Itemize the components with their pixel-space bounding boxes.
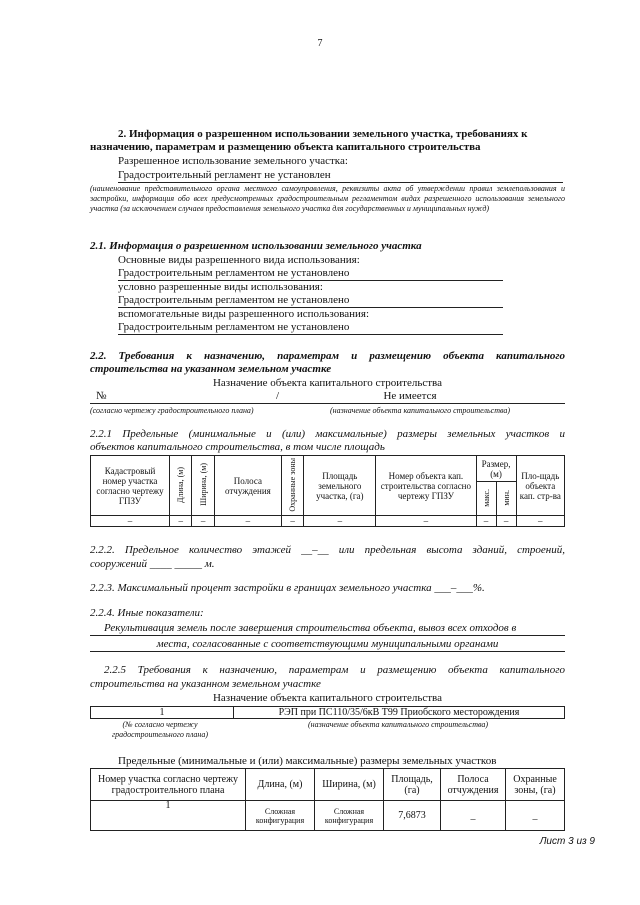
header-object-area: Пло-щадь объекта кап. стр-ва	[516, 456, 564, 516]
parameters-table	[90, 455, 565, 527]
sheet-counter: Лист 3 из 9	[539, 836, 595, 847]
main-uses-value: Градостроительным регламентом не установлено	[118, 267, 503, 281]
sizes-header-number: Номер участка согласно чертежу градостроительного плана	[91, 769, 246, 801]
sizes-cell-length: Сложная конфигурация	[246, 801, 315, 831]
cell-strip: –	[214, 516, 281, 527]
permitted-use-label: Разрешенное использование земельного участка:	[118, 155, 348, 167]
sec222-text-line2: сооружений ____ _____ м.	[90, 558, 215, 570]
sec224-label: 2.2.4. Иные показатели:	[90, 607, 204, 619]
permitted-use-note: (наименование представительного органа местного самоуправления, реквизиты акта об утверждении правил землепользования и застройки, информация обо всех предусмотренных градостроительным регламентом видах разрешенного использования земельного участка (за исключением случаев предоставления земельного участка для государственных и муниципальных нужд)	[90, 184, 565, 213]
sec222-text-line1: 2.2.2. Предельное количество этажей __–__ или предельная высота зданий, строений,	[90, 544, 565, 556]
cell-length: –	[170, 516, 192, 527]
auxiliary-uses-label: вспомогательные виды разрешенного использования:	[118, 308, 370, 320]
sec225-text-line1: 2.2.5 Требования к назначению, параметрам и размещению объекта капитального	[104, 664, 565, 676]
sizes-table	[90, 768, 565, 831]
sec225-purpose-title: Назначение объекта капитального строительства	[212, 692, 442, 704]
cell-size-max: –	[476, 516, 496, 527]
sec22-purpose-line	[90, 403, 565, 404]
sizes-title: Предельные (минимальные и (или) максимальные) размеры земельных участков	[118, 755, 497, 767]
cell-width: –	[192, 516, 214, 527]
sec22-heading-line2: строительства на указанном земельном участке	[90, 363, 332, 375]
sizes-header-zones: Охранные зоны, (га)	[506, 769, 565, 801]
header-size: Размер, (м)	[476, 456, 516, 482]
purpose-row-number: 1	[91, 707, 234, 719]
sizes-header-area: Площадь, (га)	[384, 769, 441, 801]
sec223-text: 2.2.3. Максимальный процент застройки в границах земельного участка ___–___%.	[90, 582, 485, 594]
main-uses-label: Основные виды разрешенного вида использования:	[118, 254, 360, 266]
sec224-line1-text: Рекультивация земель после завершения строительства объекта, вывоз всех отходов в	[104, 622, 517, 634]
page-number: 7	[317, 38, 323, 49]
sizes-header-width: Ширина, (м)	[315, 769, 384, 801]
sec22-caption-left: (согласно чертежу градостроительного плана)	[90, 406, 254, 415]
header-area: Площадь земельного участка, (га)	[304, 456, 376, 516]
sec21-heading: 2.1. Информация о разрешенном использовании земельного участка	[90, 240, 422, 252]
sec22-caption-right: (назначение объекта капитального строительства)	[330, 406, 511, 415]
sizes-cell-strip: _	[441, 801, 506, 831]
cell-object-no: –	[376, 516, 476, 527]
sec22-num-sign: №	[96, 390, 107, 402]
sec225-caption-right: (назначение объекта капитального строительства)	[308, 720, 489, 729]
sec221-text-line2: объектов капитального строительства, в том числе площадь	[90, 441, 385, 453]
sec2-heading-line2: назначению, параметрам и размещению объекта капитального строительства	[90, 141, 481, 153]
sec225-text-line2: строительства на указанном земельном участке	[90, 678, 321, 690]
header-width: Ширина, (м)	[192, 456, 214, 516]
purpose-table	[90, 706, 565, 719]
conditional-uses-value: Градостроительным регламентом не установлено	[118, 294, 503, 308]
header-cadastral: Кадастровый номер участка согласно чертежу ГПЗУ	[91, 456, 170, 516]
cell-cadastral: –	[91, 516, 170, 527]
header-length: Длина, (м)	[170, 456, 192, 516]
header-strip: Полоса отчуждения	[214, 456, 281, 516]
sizes-cell-number: 1	[91, 801, 246, 831]
sec225-caption-left-line2: градостроительного плана)	[111, 730, 209, 739]
header-zones: Охранные зоны	[281, 456, 303, 516]
permitted-use-value: Градостроительный регламент не установлен	[118, 169, 563, 183]
sec225-caption-left-line1: (№ согласно чертежу	[122, 720, 198, 729]
sizes-cell-width: Сложная конфигурация	[315, 801, 384, 831]
sizes-cell-zones: _	[506, 801, 565, 831]
sec22-purpose-value: Не имеется	[383, 390, 437, 402]
cell-area: –	[304, 516, 376, 527]
header-size-min: мин.	[496, 482, 516, 516]
sec22-slash: /	[276, 390, 280, 402]
auxiliary-uses-value: Градостроительным регламентом не установлено	[118, 321, 503, 335]
conditional-uses-label: условно разрешенные виды использования:	[118, 281, 323, 293]
cell-size-min: –	[496, 516, 516, 527]
purpose-row-value: РЭП при ПС110/35/6кВ Т99 Приобского месторождения	[234, 707, 565, 719]
sec224-line2: места, согласованные с соответствующими муниципальными органами	[90, 638, 565, 652]
sec22-purpose-title: Назначение объекта капитального строительства	[212, 377, 442, 389]
cell-object-area: –	[516, 516, 564, 527]
cell-zones: –	[281, 516, 303, 527]
sec2-heading-line1: 2. Информация о разрешенном использовании земельного участка, требованиях к	[118, 128, 528, 140]
header-object-no: Номер объекта кап. строительства согласно чертежу ГПЗУ	[376, 456, 476, 516]
sizes-cell-area: 7,6873	[384, 801, 441, 831]
header-size-max: макс.	[476, 482, 496, 516]
sec221-text-line1: 2.2.1 Предельные (минимальные и (или) максимальные) размеры земельных участков и	[90, 428, 565, 440]
sec22-heading-line1: 2.2. Требования к назначению, параметрам и размещению объекта капитального	[90, 350, 565, 362]
sec224-line1	[90, 622, 565, 636]
sizes-header-strip: Полоса отчуждения	[441, 769, 506, 801]
sizes-header-length: Длина, (м)	[246, 769, 315, 801]
